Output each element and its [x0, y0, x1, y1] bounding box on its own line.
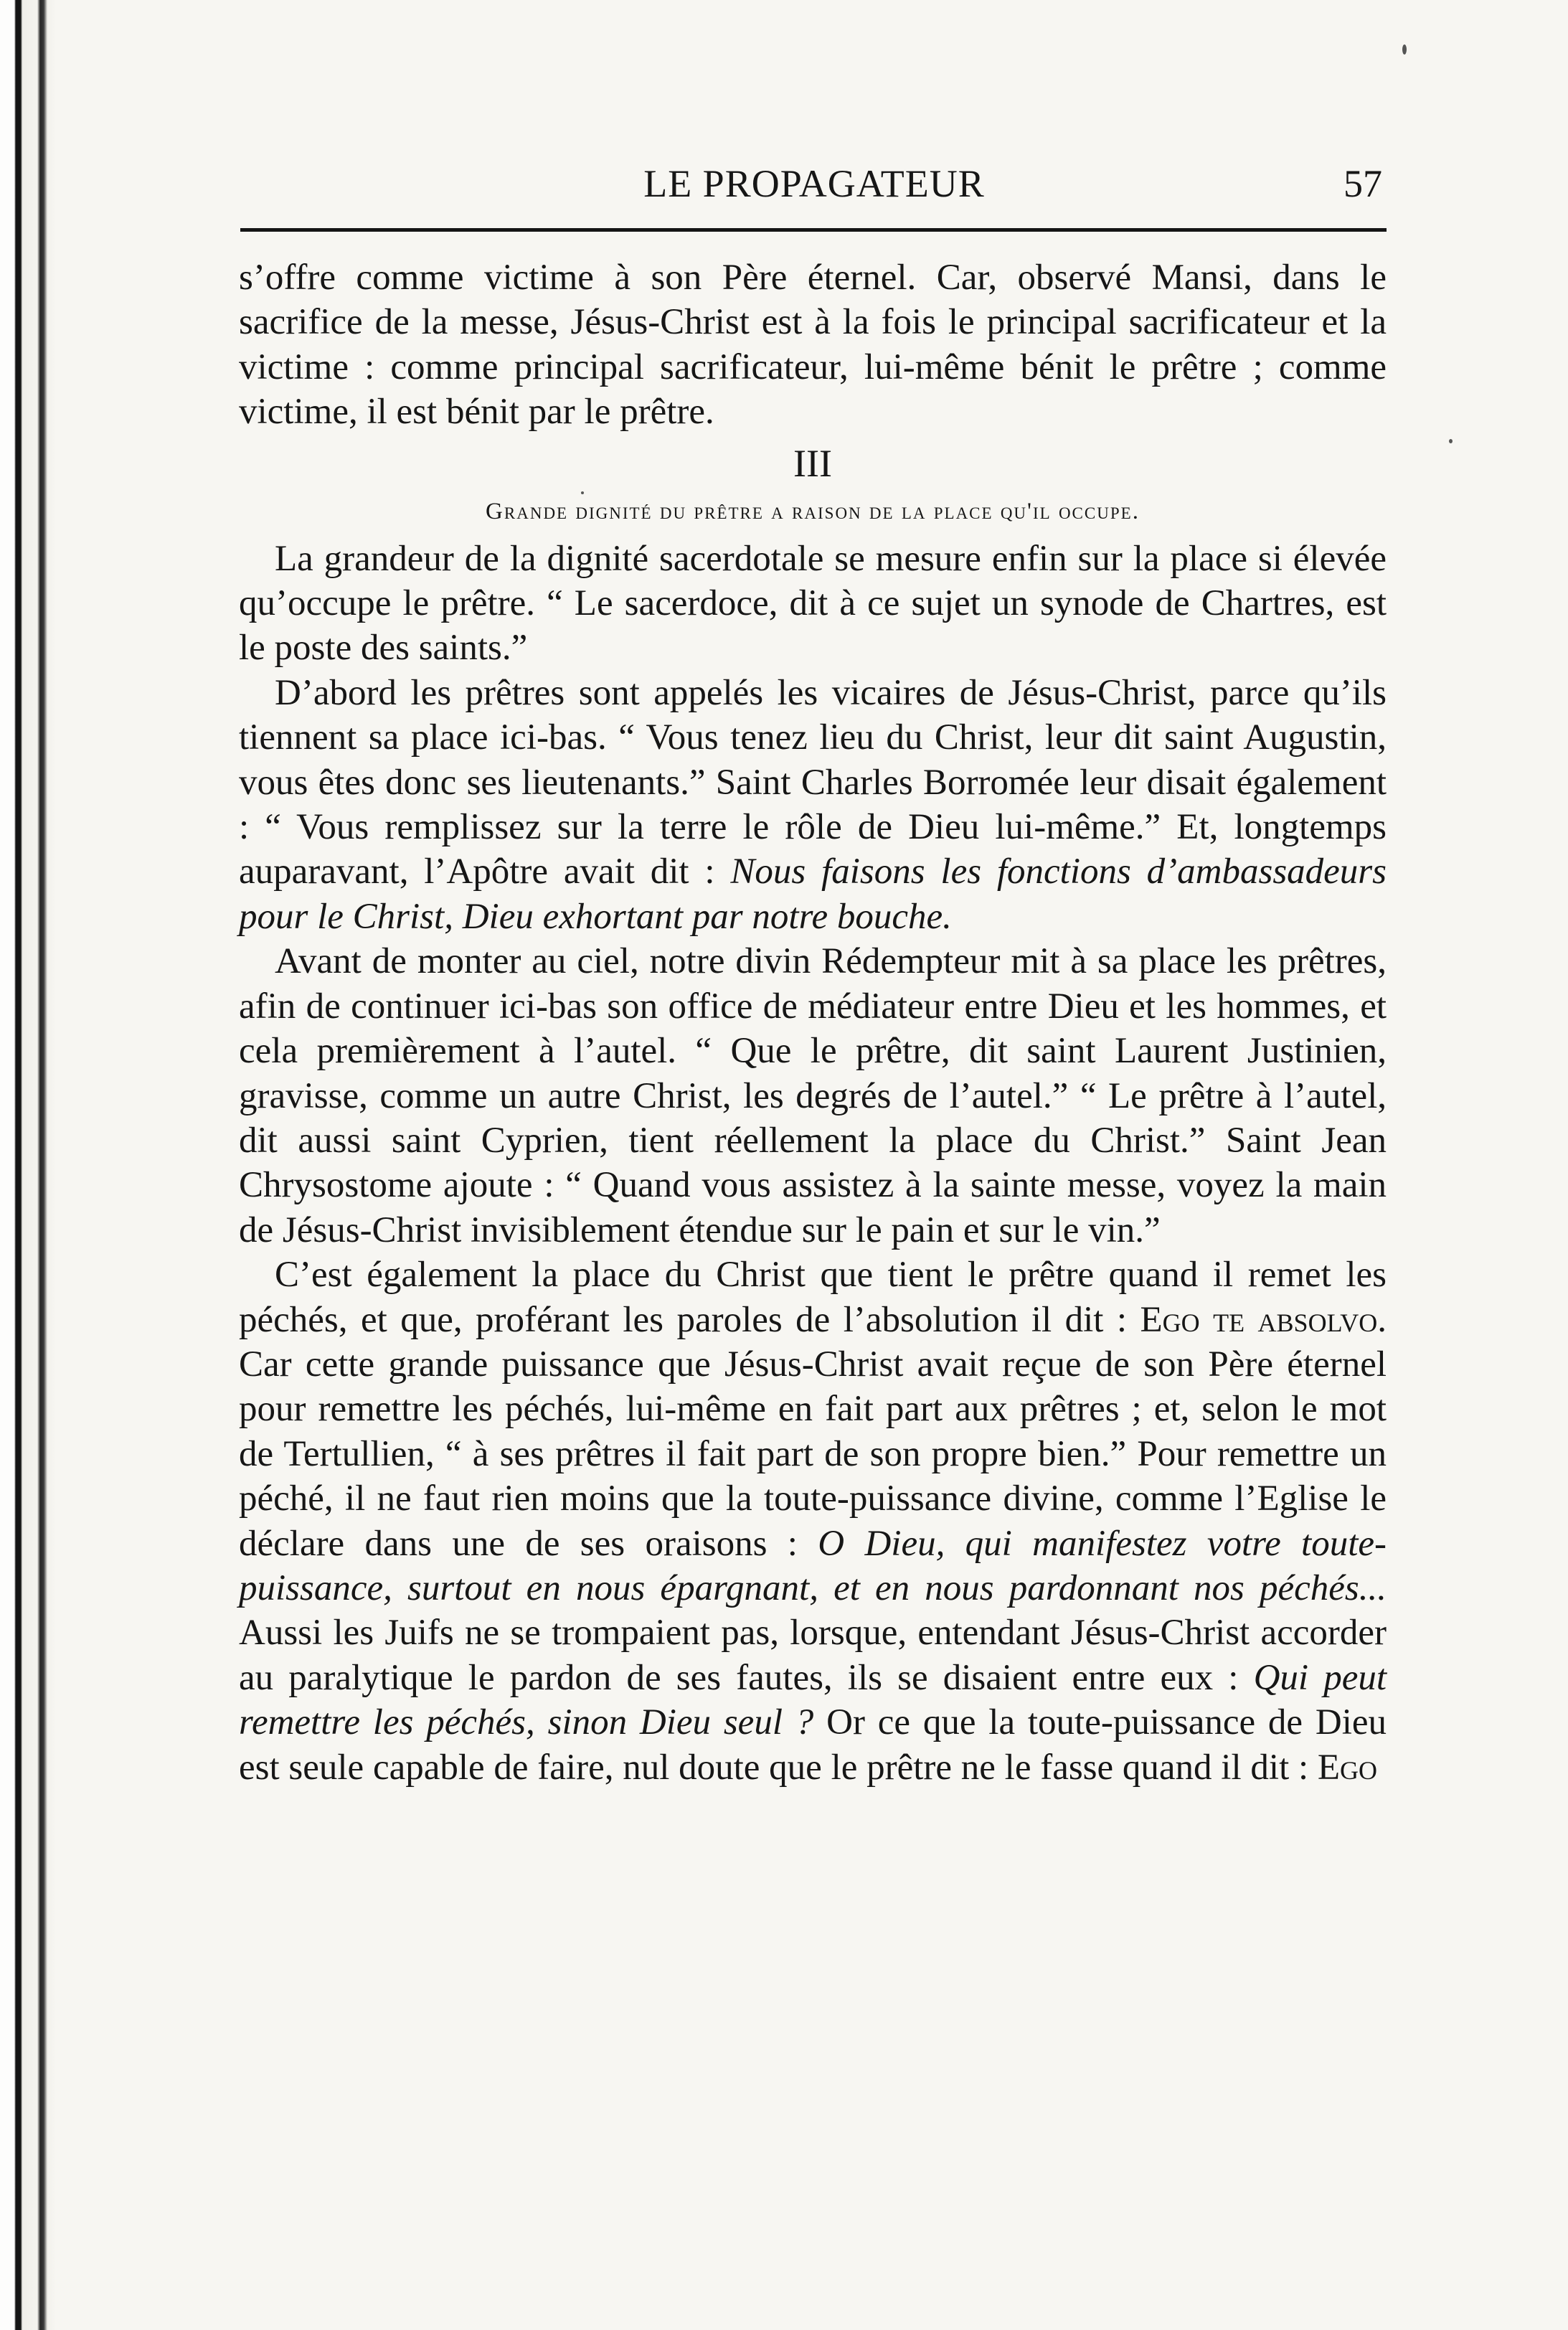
running-header	[240, 155, 1388, 212]
print-speck	[1449, 439, 1453, 443]
paragraph-text: C’est également la place du Christ que tient le prêtre quand il remet les péchés, et que, proférant les paroles de l’absolution il dit :	[239, 1255, 1387, 1340]
running-title: LE PROPAGATEUR	[643, 162, 985, 205]
paragraph-continued: s’offre comme victime à son Père éternel. Car, observé Mansi, dans le sacrifice de la messe, Jésus-Christ est à la fois le principal sacrificateur et la victime : comme principal sacrificateur, lui-même bénit le prêtre ; comme victime, il est bénit par le prêtre.	[239, 258, 1387, 433]
italic-quotation: Qui peut remettre les péchés, sinon Dieu seul ?	[239, 1657, 1387, 1743]
header-rule	[240, 228, 1387, 232]
book-binding-edge	[0, 0, 56, 2330]
italic-quotation: Nous faisons les fonctions d’ambassadeurs pour le Christ, Dieu exhortant par notre bouche.	[239, 852, 1387, 937]
paragraph-text: D’abord les prêtres sont appelés les vicaires de Jésus-Christ, parce qu’ils tiennent sa place ici-bas. “ Vous tenez lieu du Christ, leur dit saint Augustin, vous êtes donc ses lieutenants.” Saint Charles Borromée leur disait également : “ Vous remplissez sur la terre le rôle de Dieu lui-même.” Et, longtemps auparavant, l’Apôtre avait dit :	[239, 672, 1387, 892]
paragraph-text: Aussi les Juifs ne se trompaient pas, lorsque, entendant Jésus-Christ accorder au paralytique le pardon de ses fautes, ils se disaient entre eux :	[239, 1613, 1387, 1698]
italic-quotation: O Dieu, qui manifestez votre toute-puissance, surtout en nous épargnant, et en nous pardonnant nos péchés...	[239, 1523, 1387, 1608]
section-heading: Grande dignité du prêtre a raison de la place qu'il occupe.	[486, 498, 1140, 524]
paragraph: Avant de monter au ciel, notre divin Rédempteur mit à sa place les prêtres, afin de continuer ici-bas son office de médiateur entre Dieu et les hommes, et cela premièrement à l’autel. “ Que le prêtre, dit saint Laurent Justinien, gravisse, comme un autre Christ, les degrés de l’autel.” “ Le prêtre à l’autel, dit aussi saint Cyprien, tient réellement la place du Christ.” Saint Jean Chrysostome ajoute : “ Quand vous assistez à la sainte messe, voyez la main de Jésus-Christ invisiblement étendue sur le pain et sur le vin.”	[239, 941, 1387, 1250]
page-body	[239, 255, 1387, 1790]
paragraph-text: Or ce que la toute-puissance de Dieu est seule capable de faire, nul doute que le prêtre ne le fasse quand il dit :	[239, 1702, 1387, 1788]
paragraph-text: Car cette grande puissance que Jésus-Christ avait reçue de son Père éternel pour remettre les péchés, lui-même en fait part aux prêtres ; et, selon le mot de Tertullien, “ à ses prêtres il fait part de son propre bien.” Pour remettre un péché, il ne faut rien moins que la toute-puissance divine, comme l’Eglise le déclare dans une de ses oraisons :	[239, 1344, 1387, 1564]
paragraph	[239, 1253, 1387, 1790]
small-caps-formula: Ego te absolvo.	[1140, 1299, 1387, 1340]
print-speck	[1402, 44, 1407, 55]
page-number: 57	[1343, 162, 1382, 205]
paragraph	[239, 671, 1387, 939]
paragraph: La grandeur de la dignité sacerdotale se mesure enfin sur la place si élevée qu’occupe le prêtre. “ Le sacerdoce, dit à ce sujet un synode de Chartres, est le poste des saints.”	[239, 538, 1387, 669]
section-numeral: III	[793, 441, 832, 485]
small-caps-formula: Ego	[1317, 1747, 1378, 1788]
